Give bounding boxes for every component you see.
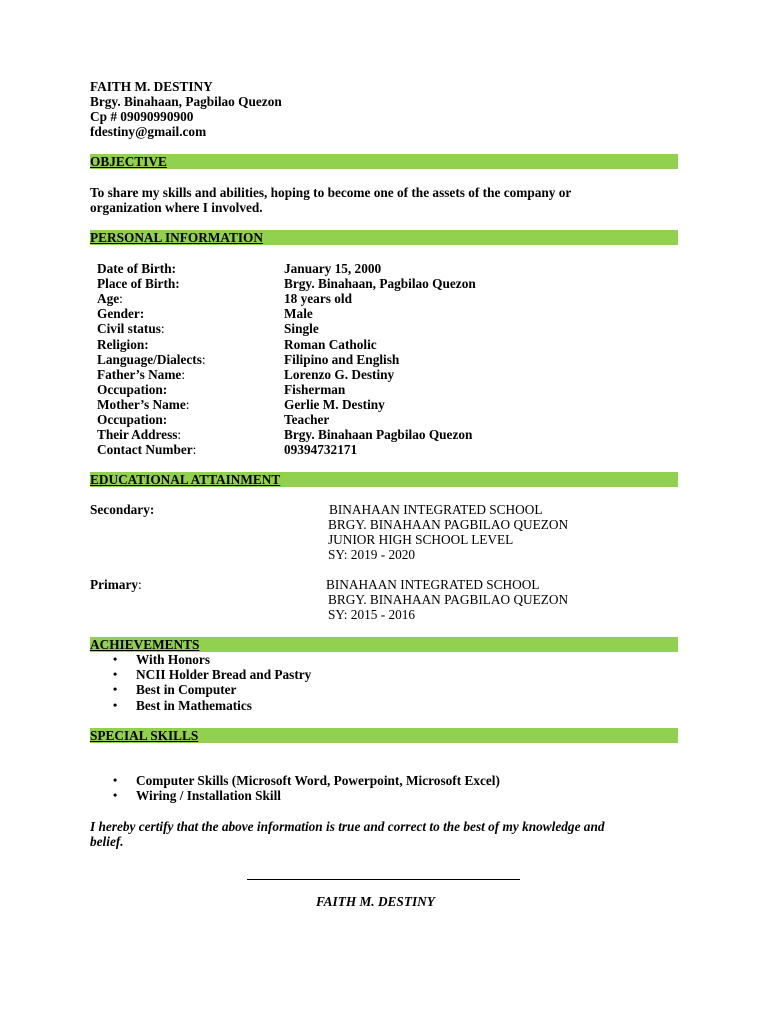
personal-info-value: Lorenzo G. Destiny	[284, 367, 395, 382]
education-secondary-line: BRGY. BINAHAAN PAGBILAO QUEZON	[328, 517, 569, 532]
personal-info-value: Teacher	[284, 412, 330, 427]
signature-name: FAITH M. DESTINY	[316, 894, 435, 909]
personal-info-value: Roman Catholic	[284, 337, 377, 352]
education-primary-line: BRGY. BINAHAAN PAGBILAO QUEZON	[328, 592, 569, 607]
signature-line	[247, 879, 520, 880]
applicant-phone: Cp # 09090990900	[90, 109, 194, 124]
special-skill-item: Wiring / Installation Skill	[136, 788, 281, 803]
personal-info-label: Gender:	[97, 306, 145, 321]
applicant-address: Brgy. Binahaan, Pagbilao Quezon	[90, 94, 282, 109]
applicant-email: fdestiny@gmail.com	[90, 124, 207, 139]
personal-info-label: Language/Dialects:	[97, 352, 206, 367]
certification-line1: I hereby certify that the above information is true and correct to the best of my knowledge and	[90, 819, 605, 834]
bullet-icon: •	[113, 682, 118, 696]
education-secondary-label: Secondary:	[90, 502, 155, 517]
education-secondary-line: JUNIOR HIGH SCHOOL LEVEL	[328, 532, 514, 547]
section-bar-personal-information	[90, 230, 678, 245]
personal-info-value: Male	[284, 306, 313, 321]
applicant-name: FAITH M. DESTINY	[90, 79, 213, 94]
achievement-item: With Honors	[136, 652, 211, 667]
personal-info-value: Gerlie M. Destiny	[284, 397, 385, 412]
personal-info-label: Father’s Name:	[97, 367, 186, 382]
section-heading-education: EDUCATIONAL ATTAINMENT	[90, 472, 281, 487]
education-secondary-line: SY: 2019 - 2020	[328, 547, 416, 562]
personal-info-label: Age:	[97, 291, 123, 306]
education-primary-label: Primary:	[90, 577, 142, 592]
bullet-icon: •	[113, 698, 118, 712]
personal-info-label: Date of Birth:	[97, 261, 177, 276]
personal-info-label: Civil status:	[97, 321, 165, 336]
objective-text-line2: organization where I involved.	[90, 200, 263, 215]
bullet-icon: •	[113, 773, 118, 787]
personal-info-label: Occupation:	[97, 412, 168, 427]
section-heading-special-skills: SPECIAL SKILLS	[90, 728, 199, 743]
objective-text-line1: To share my skills and abilities, hoping to become one of the assets of the company or	[90, 185, 572, 200]
certification-line2: belief.	[90, 834, 124, 849]
personal-info-label: Contact Number:	[97, 442, 197, 457]
section-heading-achievements: ACHIEVEMENTS	[90, 637, 200, 652]
personal-info-value: 09394732171	[284, 442, 358, 457]
section-bar-education	[90, 472, 678, 487]
bullet-icon: •	[113, 652, 118, 666]
personal-info-label: Place of Birth:	[97, 276, 180, 291]
special-skill-item: Computer Skills (Microsoft Word, Powerpoint, Microsoft Excel)	[136, 773, 500, 788]
achievement-item: Best in Computer	[136, 682, 237, 697]
education-primary-line: BINAHAAN INTEGRATED SCHOOL	[326, 577, 540, 592]
personal-info-value: Fisherman	[284, 382, 346, 397]
personal-info-value: Filipino and English	[284, 352, 400, 367]
achievement-item: NCII Holder Bread and Pastry	[136, 667, 312, 682]
section-bar-objective	[90, 154, 678, 169]
personal-info-label: Religion:	[97, 337, 149, 352]
personal-info-value: Brgy. Binahaan, Pagbilao Quezon	[284, 276, 476, 291]
education-primary-line: SY: 2015 - 2016	[328, 607, 416, 622]
section-heading-objective: OBJECTIVE	[90, 154, 167, 169]
section-bar-achievements	[90, 637, 678, 652]
section-heading-personal-information: PERSONAL INFORMATION	[90, 230, 263, 245]
section-bar-special-skills	[90, 728, 678, 743]
bullet-icon: •	[113, 788, 118, 802]
achievement-item: Best in Mathematics	[136, 698, 252, 713]
personal-info-label: Their Address:	[97, 427, 182, 442]
personal-info-value: Single	[284, 321, 319, 336]
personal-info-value: 18 years old	[284, 291, 352, 306]
education-secondary-line: BINAHAAN INTEGRATED SCHOOL	[329, 502, 543, 517]
personal-info-value: January 15, 2000	[284, 261, 382, 276]
personal-info-value: Brgy. Binahaan Pagbilao Quezon	[284, 427, 473, 442]
personal-info-label: Mother’s Name:	[97, 397, 190, 412]
bullet-icon: •	[113, 667, 118, 681]
personal-info-label: Occupation:	[97, 382, 168, 397]
